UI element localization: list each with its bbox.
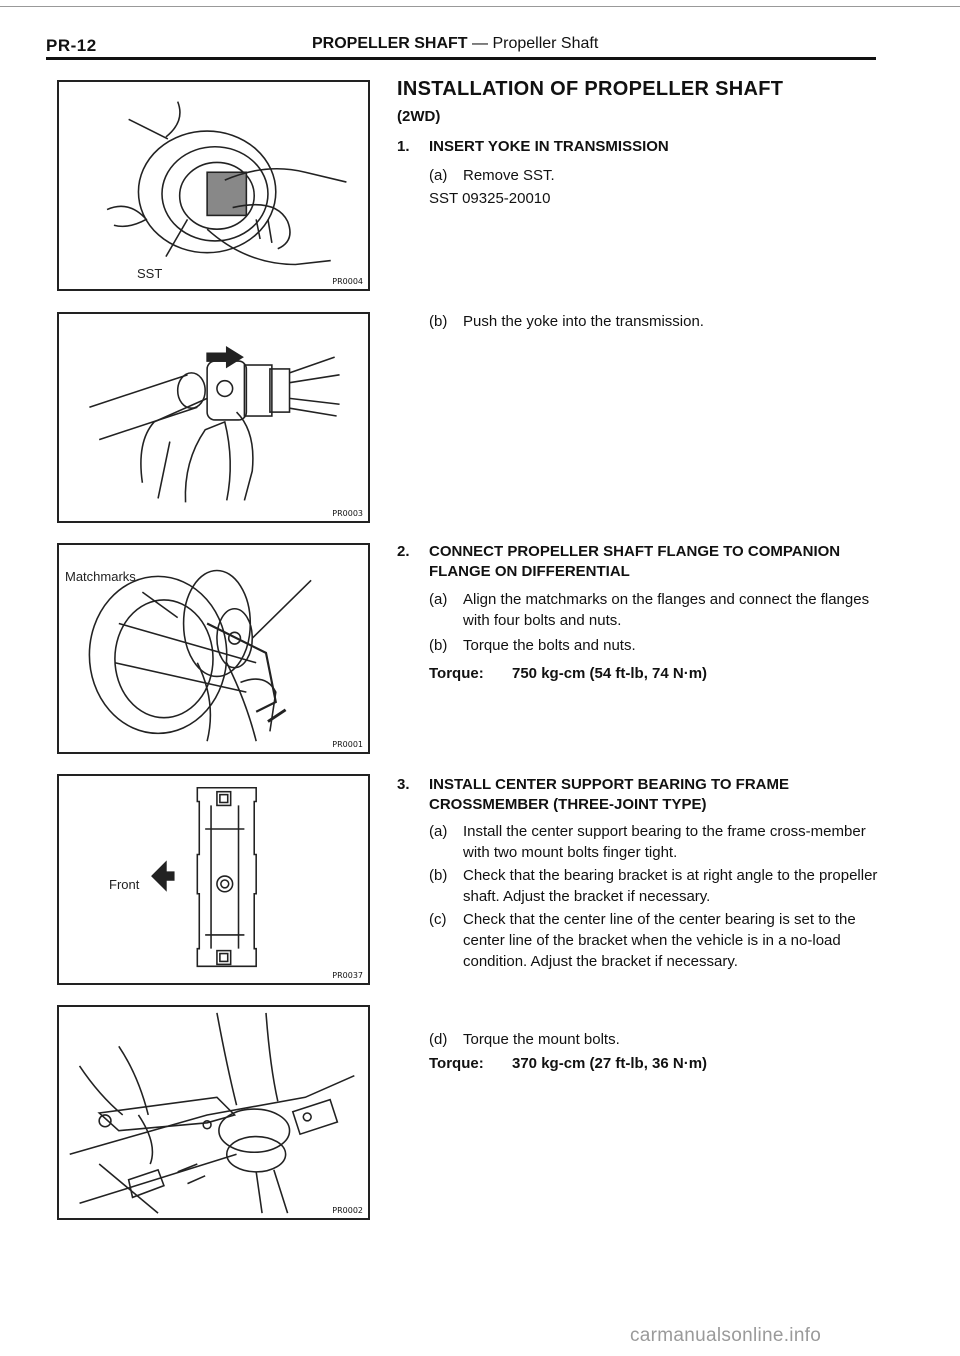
item-tag: (a) [429, 591, 448, 608]
illustration-sst-removal [59, 82, 368, 289]
item-tag: (a) [429, 823, 448, 840]
item-text: Check that the center line of the center bearing is set to the center line of the bracket when the vehicle is in a no-load condition. Adjust the bracket if necessary. [463, 911, 856, 970]
step-title: INSERT YOKE IN TRANSMISSION [429, 138, 669, 155]
matchmarks-label: Matchmarks [65, 569, 136, 584]
running-title-subsection: Propeller Shaft [492, 35, 599, 52]
illustration-center-bearing-bracket [59, 776, 368, 983]
torque-value: 370 kg-cm (27 ft-lb, 36 N·m) [512, 1055, 708, 1072]
running-title [312, 35, 598, 53]
item-text: Torque the bolts and nuts. [463, 637, 636, 654]
figure-center-bracket [57, 774, 370, 985]
figure-push-yoke [57, 312, 370, 523]
header-rule [46, 57, 876, 60]
figure-code: PR0004 [332, 277, 363, 286]
watermark: carmanualsonline.info [630, 1325, 822, 1346]
item-text: Push the yoke into the transmission. [463, 313, 704, 330]
sst-label: SST [137, 266, 163, 281]
torque-value: 750 kg-cm (54 ft-lb, 74 N·m) [512, 665, 708, 682]
step-title: INSTALL CENTER SUPPORT BEARING TO FRAME CROSSMEMBER (THREE-JOINT TYPE) [429, 776, 790, 813]
figure-remove-sst [57, 80, 370, 291]
item-text: Torque the mount bolts. [463, 1031, 620, 1048]
item-tag: (c) [429, 911, 447, 928]
section-subtitle: (2WD) [397, 108, 441, 125]
item-tag: (b) [429, 867, 448, 884]
figure-matchmarks [57, 543, 370, 754]
illustration-torque-mount-bolts [59, 1007, 368, 1218]
top-edge-line [0, 6, 960, 7]
item-text: Install the center support bearing to the frame cross-member with two mount bolts finger tight. [463, 823, 866, 861]
section-title: INSTALLATION OF PROPELLER SHAFT [397, 78, 784, 100]
page-code: PR-12 [46, 36, 97, 55]
step-number: 3. [397, 776, 410, 793]
item-tag: (b) [429, 313, 448, 330]
running-title-separator: — [467, 35, 493, 52]
figure-code: PR0001 [332, 740, 363, 749]
torque-label: Torque: [429, 1055, 484, 1072]
running-title-section: PROPELLER SHAFT [312, 35, 468, 52]
step-number: 2. [397, 543, 410, 560]
item-tag: (a) [429, 167, 448, 184]
front-label: Front [109, 877, 140, 892]
figure-code: PR0037 [332, 971, 363, 980]
illustration-push-yoke [59, 314, 368, 521]
figure-code: PR0002 [332, 1206, 363, 1215]
figure-torque-mount-bolts [57, 1005, 370, 1220]
item-tag: (d) [429, 1031, 448, 1048]
torque-label: Torque: [429, 665, 484, 682]
item-text: Align the matchmarks on the flanges and connect the flanges with four bolts and nuts. [463, 591, 870, 629]
sst-number: SST 09325-20010 [429, 190, 551, 207]
figure-code: PR0003 [332, 509, 363, 518]
step-number: 1. [397, 138, 410, 155]
item-text: Check that the bearing bracket is at right angle to the propeller shaft. Adjust the bracket if necessary. [463, 867, 878, 905]
step-title: CONNECT PROPELLER SHAFT FLANGE TO COMPANION FLANGE ON DIFFERENTIAL [429, 543, 841, 580]
item-text: Remove SST. [463, 167, 555, 184]
item-tag: (b) [429, 637, 448, 654]
